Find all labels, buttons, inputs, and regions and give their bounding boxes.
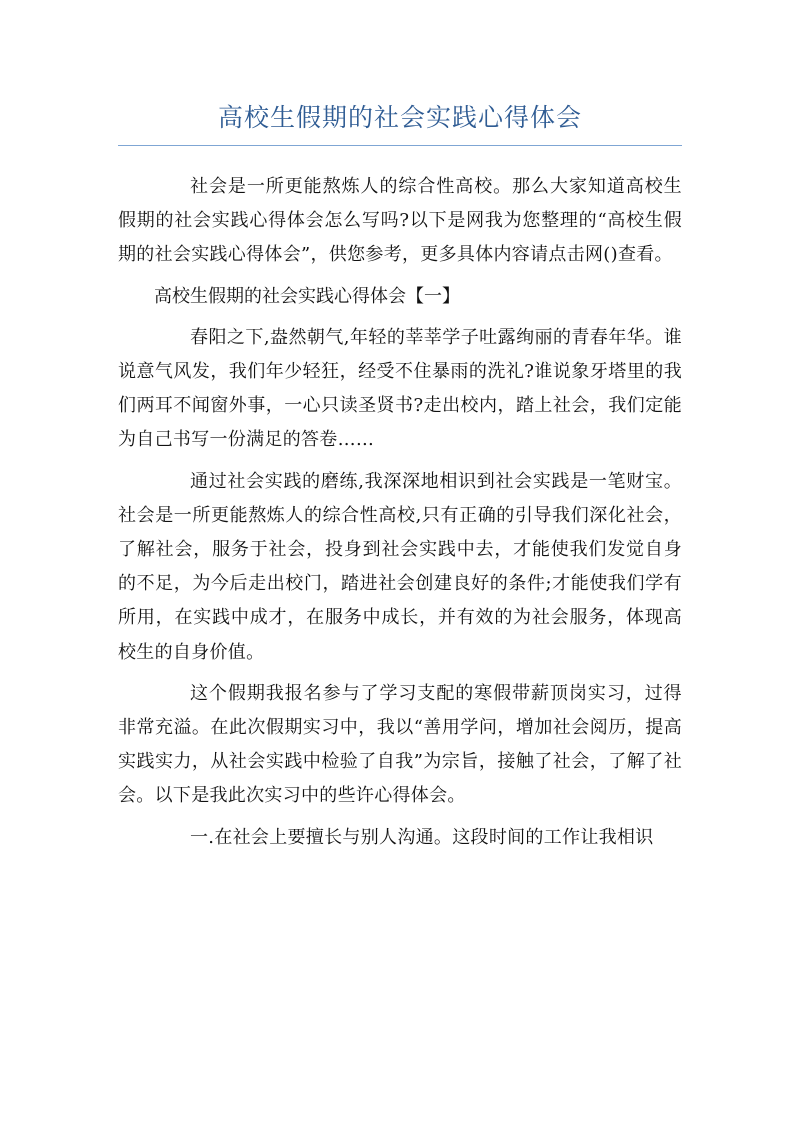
body-paragraph: 一.在社会上要擅长与别人沟通。这段时间的工作让我相识 (190, 826, 654, 848)
title-underline (118, 145, 682, 146)
intro-paragraph: 社会是一所更能熬炼人的综合性高校。那么大家知道高校生假期的社会实践心得体会怎么写吗?以下是网我为您整理的“高校生假期的社会实践心得体会”，供您参考，更多具体内容请点击网()查看。 (118, 176, 682, 266)
section-heading: 高校生假期的社会实践心得体会【一】 (154, 285, 460, 307)
body-paragraph: 通过社会实践的磨练,我深深地相识到社会实践是一笔财宝。社会是一所更能熬炼人的综合性高校,只有正确的引导我们深化社会，了解社会，服务于社会，投身到社会实践中去，才能使我们发觉自身的不足，为今后走出校门，踏进社会创建良好的条件;才能使我们学有所用，在实践中成才，在服务中成长，并有效的为社会服务，体现高校生的自身价值。 (118, 470, 682, 663)
body-paragraph: 春阳之下,盎然朝气,年轻的莘莘学子吐露绚丽的青春年华。谁说意气风发，我们年少轻狂，经受不住暴雨的洗礼?谁说象牙塔里的我们两耳不闻窗外事，一心只读圣贤书?走出校内，踏上社会，我们定能为自己书写一份满足的答卷…… (118, 326, 682, 451)
document-body (118, 170, 682, 862)
document-title: 高校生假期的社会实践心得体会 (217, 103, 582, 132)
body-paragraph: 这个假期我报名参与了学习支配的寒假带薪顶岗实习，过得非常充溢。在此次假期实习中，我以“善用学问，增加社会阅历，提高实践实力，从社会实践中检验了自我”为宗旨，接触了社会，了解了社会。以下是我此次实习中的些许心得体会。 (118, 682, 682, 807)
